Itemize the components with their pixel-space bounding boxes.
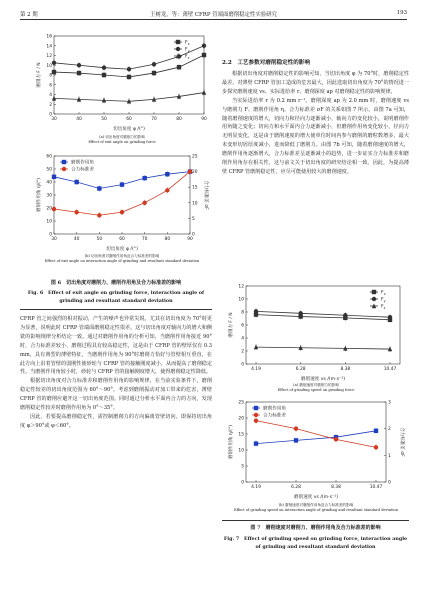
y-tick-label: 6	[241, 323, 244, 329]
y-right-tick-label: 3	[388, 400, 391, 406]
y-tick-label: 10	[238, 448, 244, 454]
y-tick-label: 50	[46, 167, 52, 173]
y-tick-label: 0	[241, 362, 244, 368]
series-line-0	[256, 431, 376, 444]
legend-subscript: z	[383, 305, 386, 310]
y-tick-label: 2	[241, 349, 244, 355]
y-right-tick-label: 1	[388, 453, 391, 459]
data-point	[374, 429, 378, 433]
y-tick-label: 20	[46, 206, 52, 212]
y-axis-label: 磨削力 F / N	[37, 62, 42, 88]
data-point	[52, 175, 56, 179]
fig7b-chart	[226, 396, 406, 502]
fig6b-subcaption-en: Effect of exit angle on interaction angle of grinding and resultant standard deviation	[44, 259, 200, 263]
data-point	[254, 418, 258, 422]
header-rule	[20, 19, 407, 20]
x-tick-label: 4.19	[251, 367, 261, 372]
x-tick-label: 4.19	[251, 485, 261, 490]
x-tick-label: 30	[51, 117, 57, 122]
right-paragraph-2: 当实际进给率 r 为 0.2 mm r⁻¹、磨削深度 ap 为 2.0 mm 时，磨削速度 vs 与磨削力 F、磨削作用角 η、合力标准差 σF 的关系如图 7 所示。由图 7a 可知，随着磨削速度的增大，切向力和径向力逐渐减小，轴向力的变化较小，说明磨削作用角随之变化；切向力和水平面内合力逐渐减小，但磨削作用角变化较小，径向力无明显变化，这是由于磨削速度的增大使单位时间内参与磨削的磨粒数增多，最大未变形切屑厚度减小，进而降低了磨削力。由图 7b 可知，随着磨削速度的增大，磨削作用角逐渐增大，合力标准差呈逐渐减小的趋势，进一步证实合力标准差和磨削作用角存在相关性，这与前文关于切出角度的研究结论相一致。因此，为提高薄壁 CFRP 管磨削稳定性，应尽可能使用较大的磨削速度。	[222, 97, 409, 175]
data-point	[152, 71, 156, 75]
legend-label: $F_y$	[185, 47, 190, 53]
series-line-2	[256, 347, 390, 349]
y-tick-label: 40	[46, 180, 52, 186]
y-tick-label: 0	[241, 480, 244, 486]
y-right-tick-label: 15	[192, 185, 198, 191]
x-axis-label: 切出角度 φ /(°)	[113, 127, 145, 132]
x-tick-label: 10.47	[383, 367, 397, 372]
y-tick-label: 0	[49, 232, 52, 238]
y-tick-label: 16	[46, 34, 52, 40]
data-point	[52, 207, 56, 211]
fig7a-subcaption-cn: (a) 磨削速度对磨削力的影响	[293, 383, 339, 387]
x-axis-label: 切出角度 φ /(°)	[106, 247, 138, 252]
x-tick-label: 8.38	[331, 485, 341, 490]
x-tick-label: 90	[201, 117, 207, 122]
legend-marker	[372, 290, 376, 294]
y-tick-label: 2	[49, 102, 52, 108]
legend-label: $F_z$	[185, 54, 190, 60]
data-point	[102, 65, 106, 69]
right-paragraph-1: 根据切出角度对磨削稳定性的影响可知，当切出角度 φ 为 70°时，磨削稳定性最差，对薄壁 CFRP 管加工造成的危害最大，因此选取切出角度为 70°的情况进一步探究磨削速度 vs、实际进给率 r、磨削深度 ap 对磨削稳定性的影响规律。	[222, 71, 409, 95]
y-tick-label: 5	[241, 464, 244, 470]
y-tick-label: 12	[46, 54, 52, 59]
y-tick-label: 8	[241, 310, 244, 316]
page-number: 193	[396, 10, 407, 16]
x-tick-label: 8.38	[340, 367, 351, 372]
legend-label: 磨削作用角	[71, 160, 94, 166]
legend-label: $F_y$	[381, 297, 386, 303]
data-point	[52, 70, 56, 74]
legend-marker	[254, 406, 258, 410]
y-tick-label: 0	[49, 112, 52, 118]
fig7-caption-en-line2: of grinding and resultant standard deviation	[255, 544, 376, 550]
fig6-caption-cn: 图 6 切出角度对磨削力、磨削作用角及合力标准差的影响	[50, 280, 182, 286]
data-point	[334, 437, 338, 441]
y-tick-label: 14	[46, 44, 52, 50]
y-right-axis-label: 合力标准差 σF	[399, 427, 404, 457]
legend-label: 磨削作用角	[263, 406, 286, 412]
legend-subscript: z	[187, 55, 190, 60]
data-point	[77, 63, 81, 67]
fig7-caption-cn: 图 7 磨削速度对磨削力、磨削作用角及合力标准差的影响	[250, 525, 381, 531]
data-point	[74, 210, 78, 214]
legend-marker	[176, 40, 180, 44]
x-tick-label: 60	[119, 237, 125, 242]
fig6-caption-en-line1: Fig. 6 Effect of exit angle on grinding force, interaction angle of	[27, 290, 205, 296]
fig6b-subcaption-cn: (b) 切出角度对磨削作用角及合力标准差的影响	[84, 254, 160, 258]
y-tick-label: 30	[46, 193, 52, 199]
data-point	[165, 188, 169, 192]
x-tick-label: 80	[164, 237, 171, 242]
legend-subscript: y	[187, 48, 190, 53]
data-point	[298, 311, 302, 315]
left-paragraph-2: 根据切出角度对合力标准差和磨削作用角的影响规律，在当前实验条件下，磨削稳定性较差的切出角度范围为 60°～90°。考虑到磨削振动对加工带来的危害，薄壁 CFRP 管的磨削应避开这一切出角度范围。同时通过分析水平面内合力的方向，发现磨削稳定性较差时磨削作用角为 0°～35°。	[20, 378, 212, 412]
y-right-axis-label: 合力标准差 σF	[203, 180, 208, 210]
x-tick-label: 80	[176, 117, 182, 122]
series-line-1	[54, 172, 190, 216]
y-tick-label: 10	[238, 297, 244, 303]
legend-marker	[62, 167, 66, 171]
y-tick-label: 10	[46, 63, 52, 69]
x-tick-label: 70	[141, 237, 148, 242]
y-tick-label: 15	[238, 432, 244, 438]
fig6b-chart	[34, 150, 210, 254]
data-point	[202, 90, 206, 95]
fig6-caption-en-line2: grinding and resultant standard deviation	[59, 298, 173, 304]
y-right-tick-label: 20	[192, 170, 198, 176]
data-point	[97, 213, 101, 217]
data-point	[127, 75, 131, 79]
data-point	[254, 441, 258, 445]
y-tick-label: 25	[238, 400, 244, 406]
data-point	[120, 182, 124, 186]
series-line-0	[256, 315, 390, 320]
data-point	[294, 438, 298, 442]
data-point	[202, 53, 206, 57]
data-point	[74, 180, 78, 184]
y-tick-label: 12	[238, 284, 244, 290]
data-point	[343, 313, 347, 317]
x-tick-label: 40	[76, 117, 82, 122]
y-right-tick-label: 2	[388, 427, 391, 433]
x-tick-label: 60	[126, 117, 132, 122]
right-body-text	[222, 70, 409, 177]
x-tick-label: 6.28	[295, 367, 306, 372]
data-point	[188, 169, 192, 173]
x-tick-label: 70	[151, 117, 157, 122]
data-point	[127, 67, 131, 71]
data-point	[202, 44, 206, 48]
data-point	[177, 65, 181, 69]
fig6-rule	[20, 309, 212, 310]
legend-label: 合力标准差	[263, 413, 286, 419]
left-paragraph-3: 因此，若要提高磨削稳定性，需控制磨削力的方向偏离管壁切向，即保持切出角度 φ＞90°或 φ＜60°。	[20, 413, 212, 429]
data-point	[294, 426, 298, 430]
legend-marker	[176, 47, 180, 51]
data-point	[165, 172, 169, 176]
issue-label: 第 2 期	[20, 12, 38, 18]
plot-frame	[246, 286, 400, 364]
series-line-0	[54, 55, 204, 77]
legend-marker	[62, 160, 66, 164]
data-point	[77, 71, 81, 75]
legend-marker	[254, 413, 258, 417]
fig6a-chart	[34, 30, 210, 134]
fig7-caption-en-line1: Fig. 7 Effect of grinding speed on grinding force, interaction angle	[223, 536, 408, 542]
fig7b-subcaption-en: Effect of grinding speed on interaction angle of grinding and resultant standard deviation	[233, 508, 399, 512]
y-right-tick-label: 10	[192, 201, 198, 207]
y-axis-label: 磨削作用角 η/(°)	[37, 177, 42, 213]
x-tick-label: 50	[101, 117, 107, 122]
fig6a-subcaption-en: Effect of exit angle on grinding force	[88, 140, 156, 144]
fig7b-subcaption-cn: (b) 磨削速度对磨削作用角及合力标准差的影响	[278, 503, 354, 507]
fig6a-subcaption-cn: (a) 切出角度对磨削力的影响	[99, 135, 145, 139]
legend-marker	[372, 297, 376, 301]
legend-label: $F_z$	[381, 304, 386, 310]
section-title: 2.2 工艺参数对磨削稳定性的影响	[222, 60, 311, 66]
x-tick-label: 50	[96, 237, 103, 242]
x-axis-label: 磨削速度 vs /(m·s⁻¹)	[300, 377, 346, 382]
legend-subscript: x	[187, 41, 190, 46]
data-point	[142, 201, 146, 205]
x-axis-label: 磨削速度 vs /(m·s⁻¹)	[293, 495, 339, 500]
left-paragraph-1: CFRP 管之间强烈的相对振动，产生的噪声也异常尖锐，尤其在切出角度为 70°时更为显著，说明此时 CFRP 管端面磨削稳定性很差。这与切出角度对轴向力的增大和侧铣的影响规律分析结论一致。通过对磨削作用角的分析可知，当磨削作用角接近 90°时，合力标准差较小，磨削过程具有较高稳定性，这是由于 CFRP 管的壁厚仅有 0.3 mm，具有典型的薄壁特征，当磨削作用角为 90°时磨削力恰好与管壁相互垂直，在此方向上沿着管壁的弱刚性使砂轮与 CFRP 管的接触刚度减小，从而提高了磨削稳定性。当磨削作用角较小时，砂轮与 CFRP 管的接触刚度增大，使得磨削稳定性降低。	[20, 316, 212, 376]
x-tick-label: 10.47	[369, 485, 383, 490]
running-title: 王树龙，等：薄壁 CFRP 管端面磨削稳定性实验研究	[150, 12, 277, 18]
data-point	[102, 73, 106, 77]
y-axis-label: 磨削作用角 η/(°)	[229, 424, 234, 460]
y-axis-label: 磨削力 F / N	[229, 312, 234, 338]
data-point	[52, 61, 56, 65]
fig7a-subcaption-en: Effect of grinding speed on grinding force	[277, 388, 355, 392]
fig7a-chart	[226, 280, 406, 384]
y-right-tick-label: 0	[192, 232, 195, 238]
data-point	[152, 62, 156, 66]
x-tick-label: 90	[187, 237, 193, 242]
y-right-tick-label: 25	[192, 154, 198, 160]
legend-label: $F_x$	[185, 40, 190, 46]
y-tick-label: 4	[49, 93, 52, 98]
data-point	[142, 176, 146, 180]
y-tick-label: 6	[49, 83, 52, 89]
legend-subscript: y	[383, 298, 386, 303]
data-point	[120, 210, 124, 214]
y-tick-label: 60	[46, 154, 52, 160]
y-tick-label: 20	[238, 416, 244, 422]
y-right-tick-label: 0	[388, 480, 391, 486]
data-point	[97, 186, 101, 190]
data-point	[374, 445, 378, 449]
x-tick-label: 40	[73, 237, 80, 242]
data-point	[388, 315, 392, 319]
y-right-tick-label: 5	[192, 216, 195, 222]
y-tick-label: 8	[49, 73, 52, 79]
left-body-text	[20, 315, 212, 431]
legend-label: $F_x$	[381, 290, 386, 296]
legend-subscript: x	[383, 291, 386, 296]
legend-label: 合力标准差	[71, 167, 94, 173]
y-tick-label: 4	[241, 336, 244, 342]
data-point	[254, 309, 258, 313]
x-tick-label: 6.28	[291, 485, 301, 490]
y-tick-label: 10	[46, 219, 52, 225]
x-tick-label: 30	[51, 237, 57, 242]
series-line-1	[256, 311, 390, 317]
fig7-rule-top	[222, 520, 409, 521]
